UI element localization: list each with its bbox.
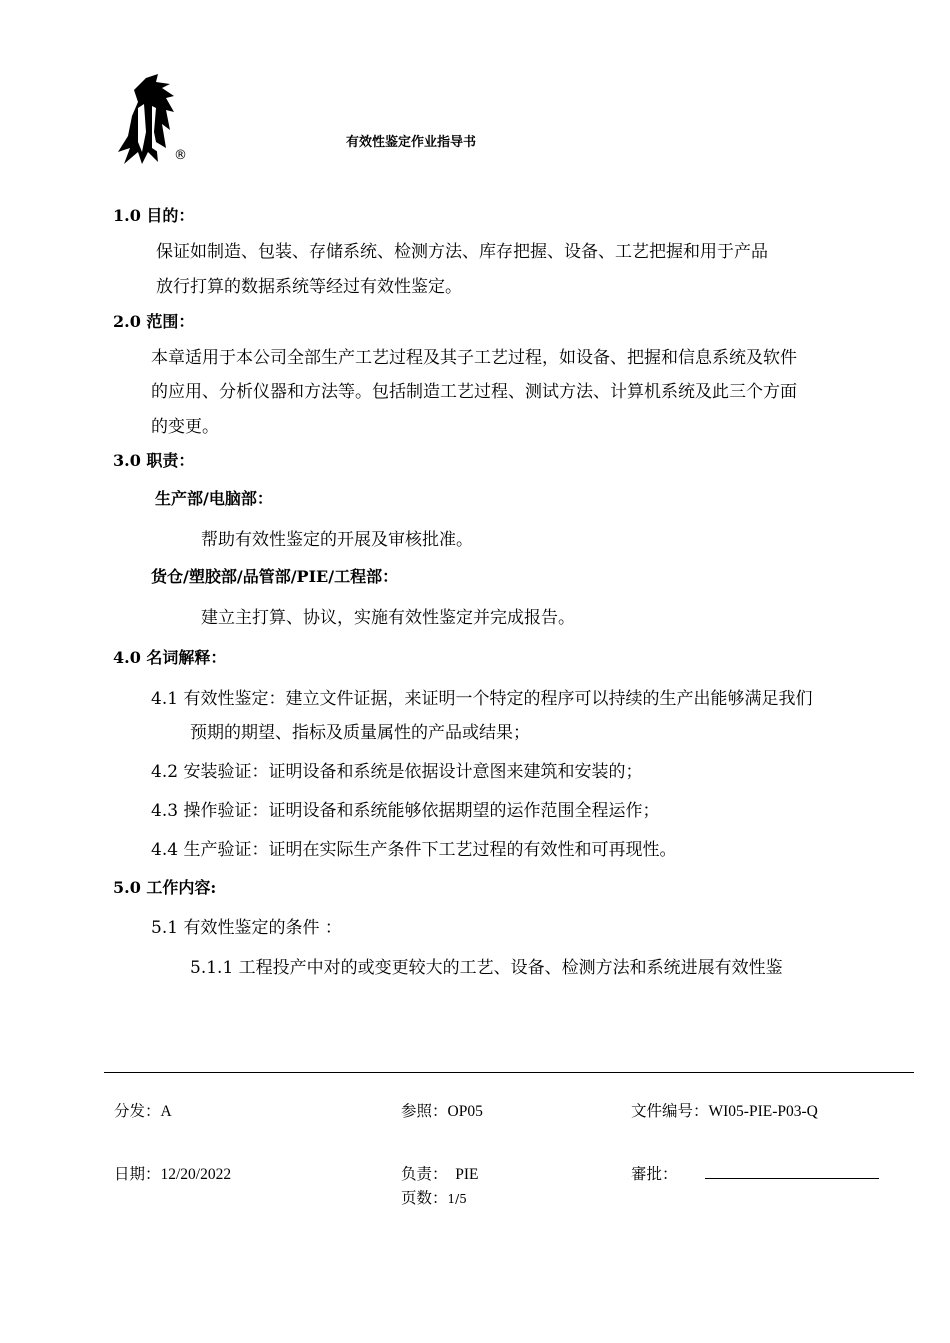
section-2-line-1: 本章适用于本公司全部生产工艺过程及其子工艺过程，如设备、把握和信息系统及软件 bbox=[151, 348, 797, 368]
footer-reference: 参照：OP05 bbox=[401, 1103, 483, 1120]
section-3-sub-1-text: 帮助有效性鉴定的开展及审核批准。 bbox=[201, 530, 473, 550]
section-1-line-2: 放行打算的数据系统等经过有效性鉴定。 bbox=[156, 277, 462, 297]
section-3-sub-1-title: 生产部/电脑部： bbox=[155, 489, 273, 508]
section-3-heading: 3.0 职责： bbox=[113, 451, 195, 470]
footer-owner: 负责： PIE bbox=[401, 1166, 479, 1183]
section-1-heading: 1.0 目的： bbox=[113, 206, 195, 225]
footer-distribution: 分发：A bbox=[114, 1103, 172, 1120]
section-4-heading: 4.0 名词解释： bbox=[113, 648, 227, 667]
section-4-item-1-line-1: 4.1 有效性鉴定：建立文件证据，来证明一个特定的程序可以持续的生产出能够满足我们 bbox=[151, 689, 813, 709]
footer-pages bbox=[401, 1186, 467, 1208]
footer-doc-number: 文件编号：WI05-PIE-P03-Q bbox=[631, 1103, 818, 1120]
section-4-item-2: 4.2 安装验证：证明设备和系统是依据设计意图来建筑和安装的； bbox=[151, 762, 643, 782]
section-2-heading: 2.0 范围： bbox=[113, 312, 195, 331]
document-title: 有效性鉴定作业指导书 bbox=[346, 135, 477, 150]
footer-pages-value: 1/5 bbox=[447, 1192, 467, 1206]
footer-approval: 審批： bbox=[631, 1166, 678, 1183]
footer-pages-label: 页数： bbox=[401, 1190, 448, 1207]
section-5-heading: 5.0 工作内容: bbox=[113, 878, 217, 897]
section-5-sub-1: 5.1 有效性鉴定的条件 ： bbox=[151, 918, 342, 938]
section-3-sub-2-text: 建立主打算、协议，实施有效性鉴定并完成报告。 bbox=[201, 608, 575, 628]
section-2-line-3: 的变更。 bbox=[151, 417, 219, 437]
registered-mark: ® bbox=[174, 148, 187, 163]
section-4-item-4: 4.4 生产验证：证明在实际生产条件下工艺过程的有效性和可再现性。 bbox=[151, 840, 677, 860]
section-2-line-2: 的应用、分析仪器和方法等。包括制造工艺过程、测试方法、计算机系统及此三个方面 bbox=[151, 382, 797, 402]
section-3-sub-2-title: 货仓/塑胶部/品管部/PIE/工程部： bbox=[151, 567, 399, 586]
section-5-sub-1-1: 5.1.1 工程投产中对的或变更较大的工艺、设备、检测方法和系统进展有效性鉴 bbox=[190, 958, 783, 978]
company-logo bbox=[112, 72, 192, 168]
approval-signature-line bbox=[705, 1178, 879, 1179]
footer-date: 日期：12/20/2022 bbox=[114, 1166, 232, 1183]
section-1-line-1: 保证如制造、包装、存储系统、检测方法、库存把握、设备、工艺把握和用于产品 bbox=[156, 242, 768, 262]
footer-divider bbox=[104, 1072, 914, 1073]
section-4-item-3: 4.3 操作验证：证明设备和系统能够依据期望的运作范围全程运作； bbox=[151, 801, 660, 821]
section-4-item-1-line-2: 预期的期望、指标及质量属性的产品或结果； bbox=[190, 723, 530, 743]
